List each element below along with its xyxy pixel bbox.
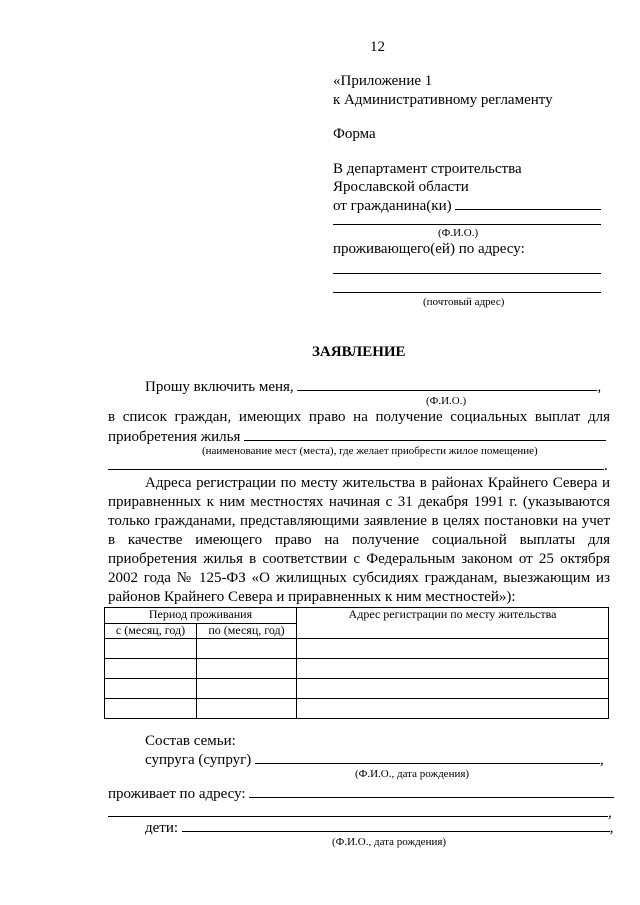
spouse-comma: , — [600, 752, 604, 768]
document-title: ЗАЯВЛЕНИЕ — [312, 344, 406, 360]
fio-caption: (Ф.И.О.) — [438, 227, 479, 239]
to-cell[interactable] — [197, 699, 297, 719]
lives-at-field-2[interactable] — [108, 803, 608, 817]
para-line-6: 2002 года № 125-ФЗ «О жилищных субсидиях гражданам, выезжающим из — [108, 570, 610, 586]
lives-at-comma: , — [608, 805, 612, 821]
to-header: по (месяц, год) — [197, 624, 297, 639]
table-row — [105, 659, 609, 679]
appendix-label: «Приложение 1 — [333, 73, 433, 89]
from-header: с (месяц, год) — [105, 624, 197, 639]
form-label: Форма — [333, 126, 376, 142]
family-label: Состав семьи: — [145, 733, 236, 749]
children-text: дети: — [145, 820, 182, 836]
place-line-2 — [108, 456, 608, 476]
place-line-period: . — [604, 458, 608, 474]
citizen-name-line-2[interactable] — [333, 224, 601, 225]
from-cell[interactable] — [105, 679, 197, 699]
page-number: 12 — [370, 39, 385, 55]
from-citizen-label — [333, 196, 601, 216]
address-cell[interactable] — [297, 699, 609, 719]
spouse-text: супруга (супруг) — [145, 752, 256, 768]
citizen-name-field[interactable] — [455, 196, 601, 210]
postal-caption: (почтовый адрес) — [423, 296, 505, 308]
lives-at-line — [108, 784, 614, 804]
purchase-line — [108, 427, 606, 447]
para-line-3: только гражданами, представляющими заявление в целях постановки на учет — [108, 513, 610, 529]
address-header: Адрес регистрации по месту жительства — [297, 608, 609, 639]
para-line-1: Адреса регистрации по месту жительства в районах Крайнего Севера и — [145, 475, 610, 491]
address-cell[interactable] — [297, 639, 609, 659]
registration-table — [104, 607, 609, 719]
children-comma: , — [609, 820, 614, 836]
spouse-field[interactable] — [255, 750, 600, 764]
spouse-caption: (Ф.И.О., дата рождения) — [355, 768, 470, 780]
applicant-fio-caption: (Ф.И.О.) — [426, 395, 467, 407]
table-row — [105, 679, 609, 699]
address-line-2[interactable] — [333, 292, 601, 293]
para-line-4: в качестве имеющего право на получение социальной выплаты для — [108, 532, 610, 548]
applicant-name-field[interactable] — [297, 377, 597, 391]
regulation-label: к Административному регламенту — [333, 92, 553, 108]
children-caption: (Ф.И.О., дата рождения) — [332, 836, 447, 848]
lives-at-text: проживает по адресу: — [108, 786, 250, 802]
table-header-row-1 — [105, 608, 609, 624]
from-cell[interactable] — [105, 699, 197, 719]
para-line-5: приобретения жилья в соответствии с Федеральным законом от 25 октября — [108, 551, 610, 567]
place-field[interactable] — [244, 427, 606, 441]
request-line — [145, 377, 601, 397]
children-field[interactable] — [182, 818, 610, 832]
spouse-line — [145, 750, 604, 770]
to-cell[interactable] — [197, 639, 297, 659]
period-header: Период проживания — [105, 608, 297, 624]
to-cell[interactable] — [197, 679, 297, 699]
place-field-2[interactable] — [108, 456, 604, 470]
address-cell[interactable] — [297, 659, 609, 679]
request-text: Прошу включить меня, — [145, 379, 298, 395]
purchase-text: приобретения жилья — [108, 429, 245, 445]
table-row — [105, 639, 609, 659]
list-line: в список граждан, имеющих право на получение социальных выплат для — [108, 409, 610, 425]
address-cell[interactable] — [297, 679, 609, 699]
from-cell[interactable] — [105, 659, 197, 679]
to-cell[interactable] — [197, 659, 297, 679]
residing-label: проживающего(ей) по адресу: — [333, 241, 525, 257]
place-caption: (наименование мест (места), где желает приобрести жилое помещение) — [202, 445, 538, 457]
table-row — [105, 699, 609, 719]
children-line — [145, 818, 614, 838]
request-comma: , — [597, 379, 602, 395]
department-line-1: В департамент строительства — [333, 161, 522, 177]
from-cell[interactable] — [105, 639, 197, 659]
address-line-1[interactable] — [333, 273, 601, 274]
department-line-2: Ярославской области — [333, 179, 469, 195]
from-citizen-text: от гражданина(ки) — [333, 198, 456, 214]
para-line-2: приравненных к ним местностях начиная с 31 декабря 1991 г. (указываются — [108, 494, 610, 510]
lives-at-field[interactable] — [249, 784, 614, 798]
para-line-7: районов Крайнего Севера и приравненных к ним местностей»): — [108, 589, 516, 605]
